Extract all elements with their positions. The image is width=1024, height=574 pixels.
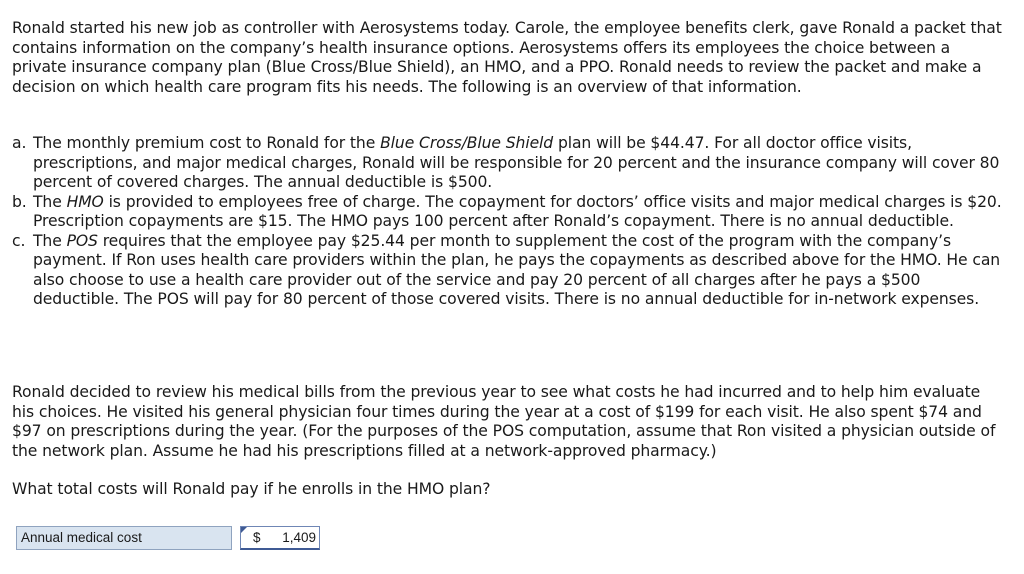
annual-medical-cost-field[interactable] xyxy=(240,526,320,550)
answer-label: Annual medical cost xyxy=(16,526,232,550)
list-item-c xyxy=(12,232,1002,310)
plan-name-blue-cross: Blue Cross/Blue Shield xyxy=(380,134,554,152)
list-item-b xyxy=(12,193,1002,232)
plan-name-pos: POS xyxy=(66,231,98,250)
list-marker: b. xyxy=(12,192,27,211)
review-paragraph: Ronald decided to review his medical bills from the previous year to see what costs he had incurred and to help him evaluate his choices. He visited his general physician four times during the year at a cost of $199 for each visit. He also spent $74 and $97 on prescriptions during the year. (For the purposes of the POS computation, assume that Ron visited a physician outside of the network plan. Assume he had his prescriptions filled at a network-approved pharmacy.) xyxy=(12,383,996,460)
answer-value[interactable]: 1,409 xyxy=(282,529,316,545)
item-text-post: plan will be $44.47. For all doctor office visits, prescriptions, and major medical charges, Ronald will be responsible for 20 percent and the insurance company will cover 80 percent of covered charges. The annual deductible is $500. xyxy=(33,134,1000,191)
plan-list xyxy=(12,134,1002,310)
answer-row xyxy=(16,526,320,550)
list-item-a xyxy=(12,134,1002,193)
intro-paragraph: Ronald started his new job as controller with Aerosystems today. Carole, the employee benefits clerk, gave Ronald a packet that contains information on the company’s health insurance options. Aerosystems offers its employees the choice between a private insurance company plan (Blue Cross/Blue Shield), an HMO, and a PPO. Ronald needs to review the packet and make a decision on which health care program fits his needs. The following is an overview of that information. xyxy=(12,19,1002,96)
item-text-pre: The xyxy=(33,231,67,250)
question-text: What total costs will Ronald pay if he enrolls in the HMO plan? xyxy=(12,480,491,498)
field-marker-icon xyxy=(241,527,247,533)
item-text-post: requires that the employee pay $25.44 per month to supplement the cost of the program with the company’s payment. If Ron uses health care providers within the plan, he pays the copayments as described above for the HMO. He can also choose to use a health care provider out of the service and pay 20 percent of all charges after he pays a $500 deductible. The POS will pay for 80 percent of those covered visits. There is no annual deductible for in-network expenses. xyxy=(33,231,1001,308)
currency-symbol: $ xyxy=(253,529,261,545)
item-text-pre: The monthly premium cost to Ronald for the xyxy=(33,134,381,152)
list-marker: a. xyxy=(12,134,27,152)
plan-name-hmo: HMO xyxy=(66,192,104,211)
list-marker: c. xyxy=(12,231,26,250)
item-text-pre: The xyxy=(33,192,67,211)
item-text-post: is provided to employees free of charge. The copayment for doctors’ office visits and major medical charges is $20. Prescription copayments are $15. The HMO pays 100 percent after Ronald’s copayment. There is no annual deductible. xyxy=(33,192,1002,230)
